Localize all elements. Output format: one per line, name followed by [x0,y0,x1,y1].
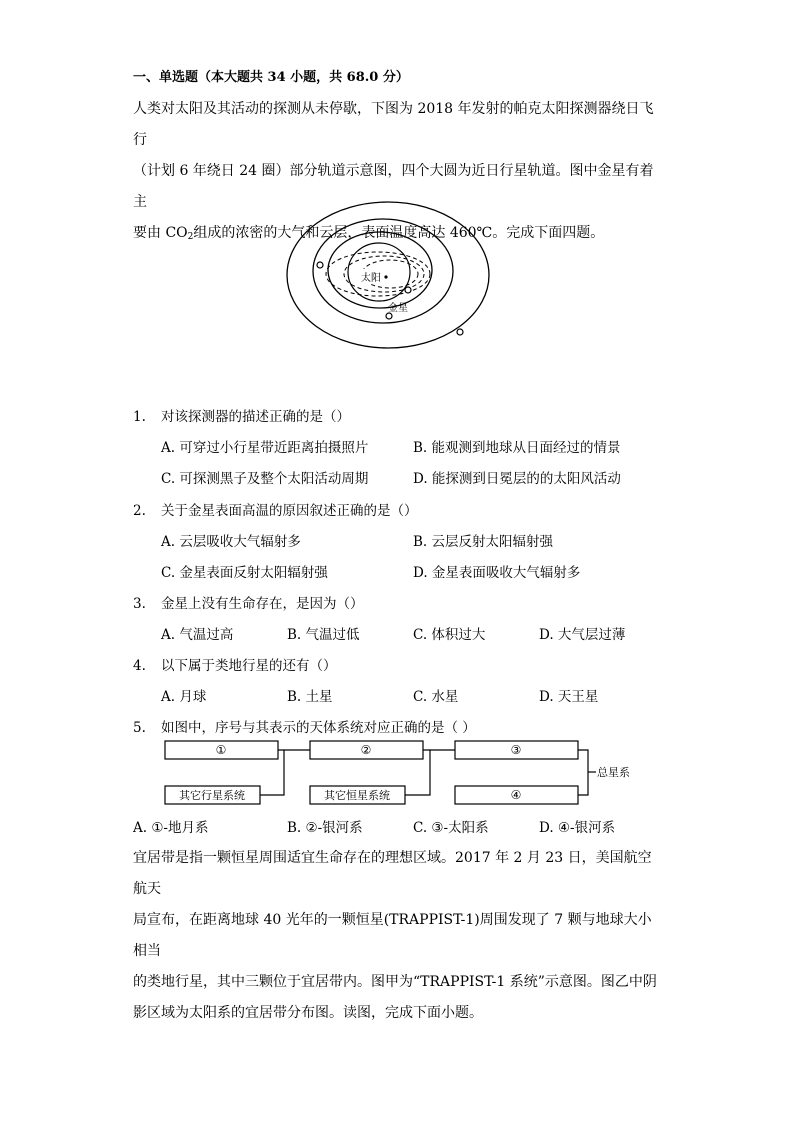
option[interactable]: B. 气温过低 [287,627,360,643]
box-other-star-label: 其它恒星系统 [324,789,390,802]
planet-icon [317,262,323,268]
option[interactable]: D. 能探测到日冕层的的太阳风活动 [413,471,621,487]
planet-icon [405,287,411,293]
intro-line: 要由 $CO_2$组成的浓密的大气和云层，表面温度高达 460℃。完成下面四题。 [133,225,605,242]
option[interactable]: C. ③-太阳系 [413,820,489,836]
option[interactable]: C. 体积过大 [413,627,486,643]
intro-line: 人类对太阳及其活动的探测从未停歇，下图为 2018 年发射的帕克太阳探测器绕日飞行 [133,101,654,148]
box-other-planet-label: 其它行星系统 [179,789,245,802]
option[interactable]: A. ①-地月系 [133,820,209,836]
option[interactable]: D. 天王星 [539,689,599,705]
option[interactable]: C. 水星 [413,689,459,705]
option[interactable]: B. ②-银河系 [287,820,363,836]
system-hierarchy-diagram [160,738,650,808]
option[interactable]: C. 可探测黑子及整个太阳活动周期 [161,471,369,487]
box-1-label: ① [215,743,227,757]
question-2: 2. 关于金星表面高温的原因叙述正确的是（） [133,503,418,519]
intro-line: 局宣布，在距离地球 40 光年的一颗恒星(TRAPPIST-1)周围发现了 7 颗与地球大小相当 [133,912,652,959]
intro-line: （计划 6 年绕日 24 圈）部分轨道示意图，四个大圆为近日行星轨道。图中金星有着主 [133,163,654,210]
intro-line: 的类地行星，其中三颗位于宜居带内。图甲为“TRAPPIST-1 系统”示意图。图乙中阴 [133,974,657,990]
option[interactable]: D. 大气层过薄 [539,627,626,643]
intro-paragraph-2 [133,843,663,1029]
intro-line: 宜居带是指一颗恒星周围适宜生命存在的理想区域。2017 年 2 月 23 日，美国航空航天 [133,850,652,897]
connector [578,750,588,795]
question-1: 1. 对该探测器的描述正确的是（） [133,409,350,425]
option[interactable]: B. 土星 [287,689,333,705]
option[interactable]: A. 气温过高 [161,627,234,643]
question-4: 4. 以下属于类地行星的还有（） [133,658,337,674]
question-5: 5. 如图中，序号与其表示的天体系统对应正确的是（ ） [133,720,476,736]
option[interactable]: B. 云层反射太阳辐射强 [413,534,554,550]
intro-line: 影区域为太阳系的宜居带分布图。读图，完成下面小题。 [133,1005,483,1021]
option[interactable]: A. 月球 [161,689,207,705]
outer-orbit [287,202,489,348]
question-3: 3. 金星上没有生命存在，是因为（） [133,596,364,612]
option[interactable]: D. 金星表面吸收大气辐射多 [413,565,581,581]
venus-label: 金星 [388,303,408,314]
total-galaxy-label: 总星系 [597,766,630,779]
planet-icon [457,329,463,335]
sun-icon [384,275,387,278]
option[interactable]: A. 可穿过小行星带近距离拍摄照片 [161,440,369,456]
option[interactable]: C. 金星表面反射太阳辐射强 [161,565,328,581]
option[interactable]: D. ④-银河系 [539,820,616,836]
sun-label: 太阳 [361,273,381,284]
option[interactable]: B. 能观测到地球从日面经过的情景 [413,440,621,456]
orbit-diagram [285,198,495,350]
box-4-label: ④ [510,788,522,802]
option[interactable]: A. 云层吸收大气辐射多 [161,534,301,550]
section-title: 一、单选题（本大题共 34 小题，共 68.0 分） [133,70,409,85]
box-2-label: ② [360,743,372,757]
box-3-label: ③ [510,743,522,757]
